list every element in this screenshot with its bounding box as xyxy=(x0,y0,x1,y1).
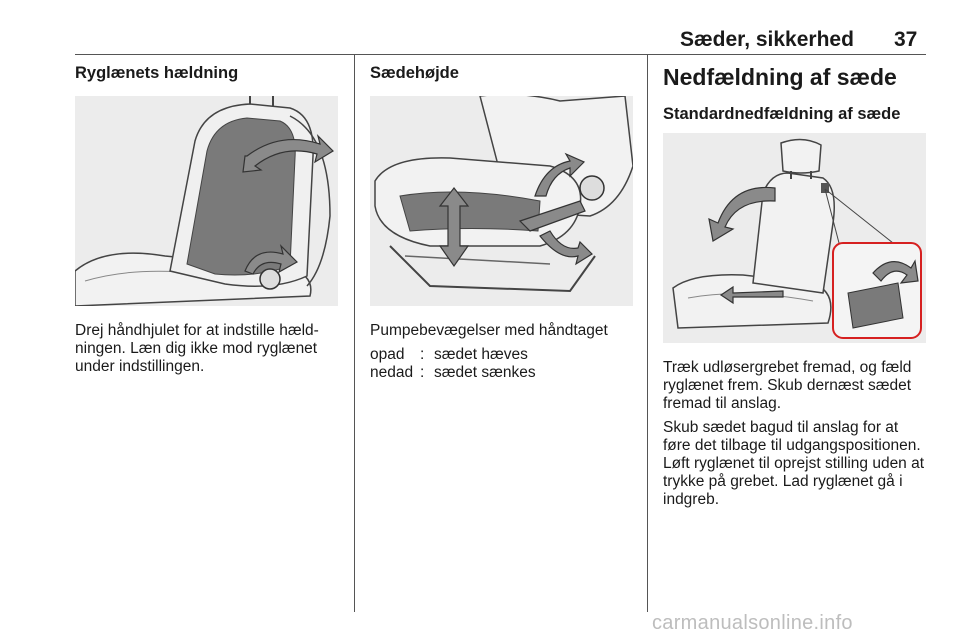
fold-down-illustration xyxy=(663,133,926,343)
definition-term: opad xyxy=(370,346,405,363)
text-line: Løft ryglænet til oprejst stilling uden at xyxy=(663,455,925,472)
text-line: fremad til anslag. xyxy=(663,395,782,412)
text-line: ryglænet frem. Skub dernæst sædet xyxy=(663,377,912,394)
backrest-tilt-illustration xyxy=(75,96,338,306)
fold-down-paragraph-2 xyxy=(663,419,924,509)
text-line: indgreb. xyxy=(663,491,720,508)
backrest-instructions xyxy=(75,322,319,376)
text-line: Træk udløsergrebet fremad, og fæld xyxy=(663,359,912,376)
section-heading-seat-height: Sædehøjde xyxy=(370,64,459,82)
text-line: føre det tilbage til udgangspositionen. xyxy=(663,437,921,454)
header-rule xyxy=(75,54,926,55)
definition-description: sædet sænkes xyxy=(434,364,536,381)
definition-description: sædet hæves xyxy=(434,346,528,363)
seat-height-illustration xyxy=(370,96,633,306)
seat-height-caption: Pumpebevægelser med håndtaget xyxy=(370,322,608,339)
page-number: 37 xyxy=(894,28,918,51)
text-line: Drej håndhjulet for at indstille hæld- xyxy=(75,322,319,339)
text-line: under indstillingen. xyxy=(75,358,205,375)
column-divider-1 xyxy=(354,54,355,612)
running-header-title: Sæder, sikkerhed xyxy=(680,28,854,51)
definition-row-down xyxy=(370,364,630,382)
text-line: ningen. Læn dig ikke mod ryglænet xyxy=(75,340,318,357)
text-line: trykke på grebet. Lad ryglænet gå i xyxy=(663,473,903,490)
watermark: carmanualsonline.info xyxy=(652,612,853,634)
definition-row-up xyxy=(370,346,630,364)
section-heading-backrest: Ryglænets hældning xyxy=(75,64,239,82)
definition-separator: : xyxy=(420,364,425,381)
subheading-standard-fold-down: Standardnedfældning af sæde xyxy=(663,105,901,123)
column-divider-2 xyxy=(647,54,648,612)
definition-separator: : xyxy=(420,346,425,363)
definition-term: nedad xyxy=(370,364,414,381)
section-heading-fold-down: Nedfældning af sæde xyxy=(663,64,897,90)
text-line: Skub sædet bagud til anslag for at xyxy=(663,419,899,436)
fold-down-paragraph-1 xyxy=(663,359,911,413)
